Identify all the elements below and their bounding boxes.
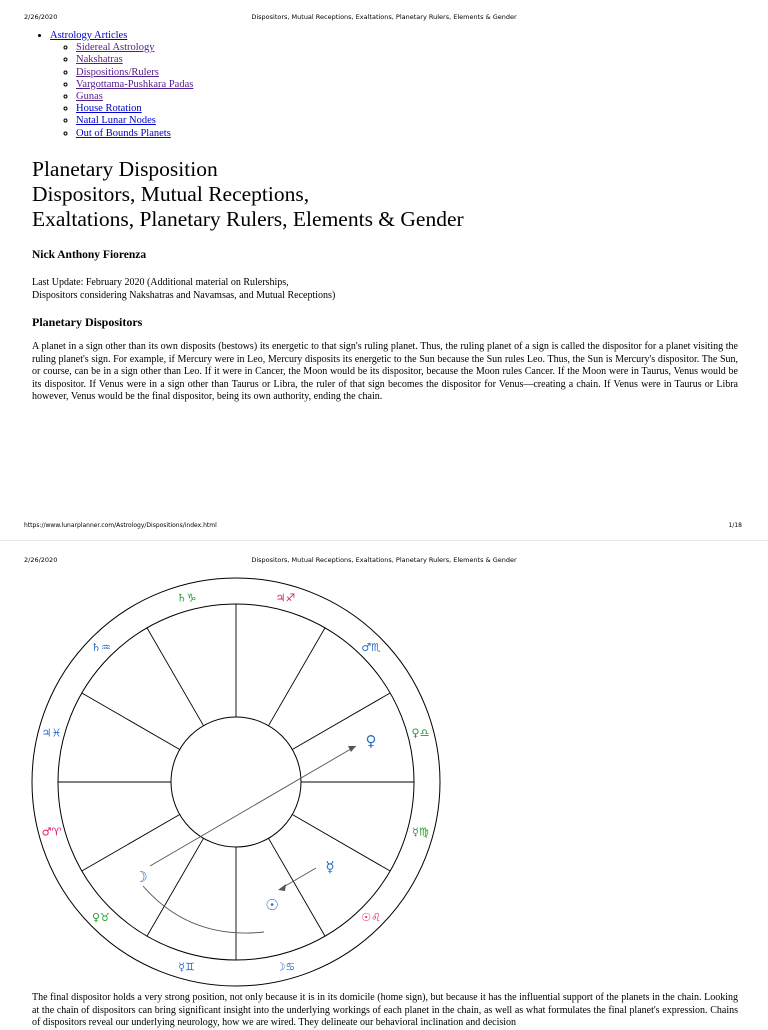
rim-sign-label: ♄♒ <box>91 640 111 654</box>
rim-sign-label: ♄♑ <box>176 591 197 605</box>
nav-sublist <box>50 42 193 140</box>
header-title: Dispositors, Mutual Receptions, Exaltations, Planetary Rulers, Elements & Gender <box>251 556 517 564</box>
title-line-2: Dispositors, Mutual Receptions, <box>32 182 310 206</box>
nav-link-astrology-articles[interactable]: Astrology Articles <box>50 30 128 41</box>
nav-item <box>76 42 193 54</box>
footer-url: https://www.lunarplanner.com/Astrology/Dispositions/index.html <box>24 522 217 529</box>
section-heading: Planetary Dispositors <box>32 315 143 329</box>
rim-sign-label: ☽♋ <box>275 960 296 974</box>
nav-link-sidereal[interactable]: Sidereal Astrology <box>76 42 155 54</box>
arrow-head <box>348 746 356 752</box>
arrow-head <box>278 884 286 891</box>
nav-link-lunar-nodes[interactable]: Natal Lunar Nodes <box>76 115 156 127</box>
house-cusp-line <box>82 815 180 872</box>
footer-page-number: 1/18 <box>728 522 742 529</box>
title-line-1: Planetary Disposition <box>32 157 218 181</box>
header-title: Dispositors, Mutual Receptions, Exaltations, Planetary Rulers, Elements & Gender <box>251 13 517 21</box>
rim-sign-label: ♀♉ <box>91 911 110 925</box>
mercury-glyph: ☿ <box>325 858 335 876</box>
disposition-curve <box>143 886 264 933</box>
house-cusp-line <box>82 693 180 750</box>
rim-sign-label: ☿♍ <box>412 825 429 839</box>
page-separator <box>0 540 768 541</box>
rim-sign-label: ♃♓ <box>41 726 62 740</box>
nav-link-gunas[interactable]: Gunas <box>76 91 103 103</box>
last-update <box>32 277 335 302</box>
nav-link-vargottama[interactable]: Vargottama-Pushkara Padas <box>76 78 194 90</box>
rim-sign-label: ♂♏ <box>361 640 381 654</box>
nav-item-astrology-articles <box>50 30 193 140</box>
center-circle <box>171 717 301 847</box>
moon-glyph: ☽ <box>134 868 148 886</box>
page-footer <box>0 520 768 532</box>
page-title <box>32 157 464 232</box>
rim-sign-label: ♀♎ <box>411 726 430 740</box>
nav-link-nakshatras[interactable]: Nakshatras <box>76 54 123 66</box>
page-header <box>0 10 768 24</box>
house-cusp-line <box>147 628 204 726</box>
rim-sign-label: ☿♊ <box>178 960 195 974</box>
sun-glyph: ☉ <box>265 896 279 914</box>
nav-link-out-of-bounds[interactable]: Out of Bounds Planets <box>76 127 171 139</box>
nav-item <box>76 54 193 66</box>
nav-item <box>76 91 193 103</box>
page-header-2 <box>0 553 768 567</box>
update-line-2: Dispositors considering Nakshatras and Navamsas, and Mutual Receptions) <box>32 289 336 301</box>
title-line-3: Exaltations, Planetary Rulers, Elements & Gender <box>32 207 464 231</box>
header-date: 2/26/2020 <box>24 13 58 21</box>
article-nav <box>32 30 193 140</box>
nav-item <box>76 103 193 115</box>
rim-sign-label: ♂♈ <box>41 825 62 839</box>
header-date: 2/26/2020 <box>24 556 58 564</box>
zodiac-wheel-diagram <box>30 570 450 990</box>
paragraph-dispositors: A planet in a sign other than its own disposits (bestows) its energetic to that sign's ruling planet. Thus, the ruling planet of a sign is called the dispositor for a planet visiting the ruling planet's sign. For example, if Mercury were in Leo, Mercury disposits its energetic to the Sun because the Sun rules Leo. Thus, the Sun is Mercury's dispositor. The Sun, or course, can be in a sign other than Leo. If it were in Cancer, the Moon would be its dispositor, because the Moon rules Cancer. If the Moon were in Taurus, Venus would be its dispositor. If Venus were in a sign other than Taurus or Libra, the ruler of that sign becomes the dispositor for Venus—creating a chain. If Venus were in Taurus or Libra however, Venus would be the final dispositor, being its own authority, ending the chain. <box>32 341 738 403</box>
update-line-1: Last Update: February 2020 (Additional material on Rulerships, <box>32 277 289 288</box>
house-cusp-line <box>292 815 390 872</box>
nav-link-dispositions[interactable]: Dispositions/Rulers <box>76 66 159 78</box>
rim-sign-label: ♃♐ <box>275 591 296 605</box>
wheel-structure <box>32 578 440 986</box>
nav-item <box>76 128 193 140</box>
nav-item <box>76 115 193 127</box>
rim-sign-label: ☉♌ <box>361 911 381 925</box>
house-cusp-line <box>269 838 326 936</box>
author-name: Nick Anthony Fiorenza <box>32 249 147 261</box>
nav-link-house-rotation[interactable]: House Rotation <box>76 103 142 115</box>
nav-item <box>76 67 193 79</box>
nav-item <box>76 79 193 91</box>
venus-glyph: ♀ <box>365 732 377 750</box>
paragraph-final-dispositor: The final dispositor holds a very strong position, not only because it is in its domicile (home sign), but because it has the influential support of the planets in the chain. Looking at the chain of dispositors can bring significant insight into the underlying workings of each planet in the chain, as well as what formulates the final planet's expression. Chains of dispositors reveal our underlying neurology, how we are wired. They delineate our behavioral inclination and decision <box>32 992 738 1029</box>
house-cusp-line <box>147 838 204 936</box>
house-cusp-line <box>269 628 326 726</box>
